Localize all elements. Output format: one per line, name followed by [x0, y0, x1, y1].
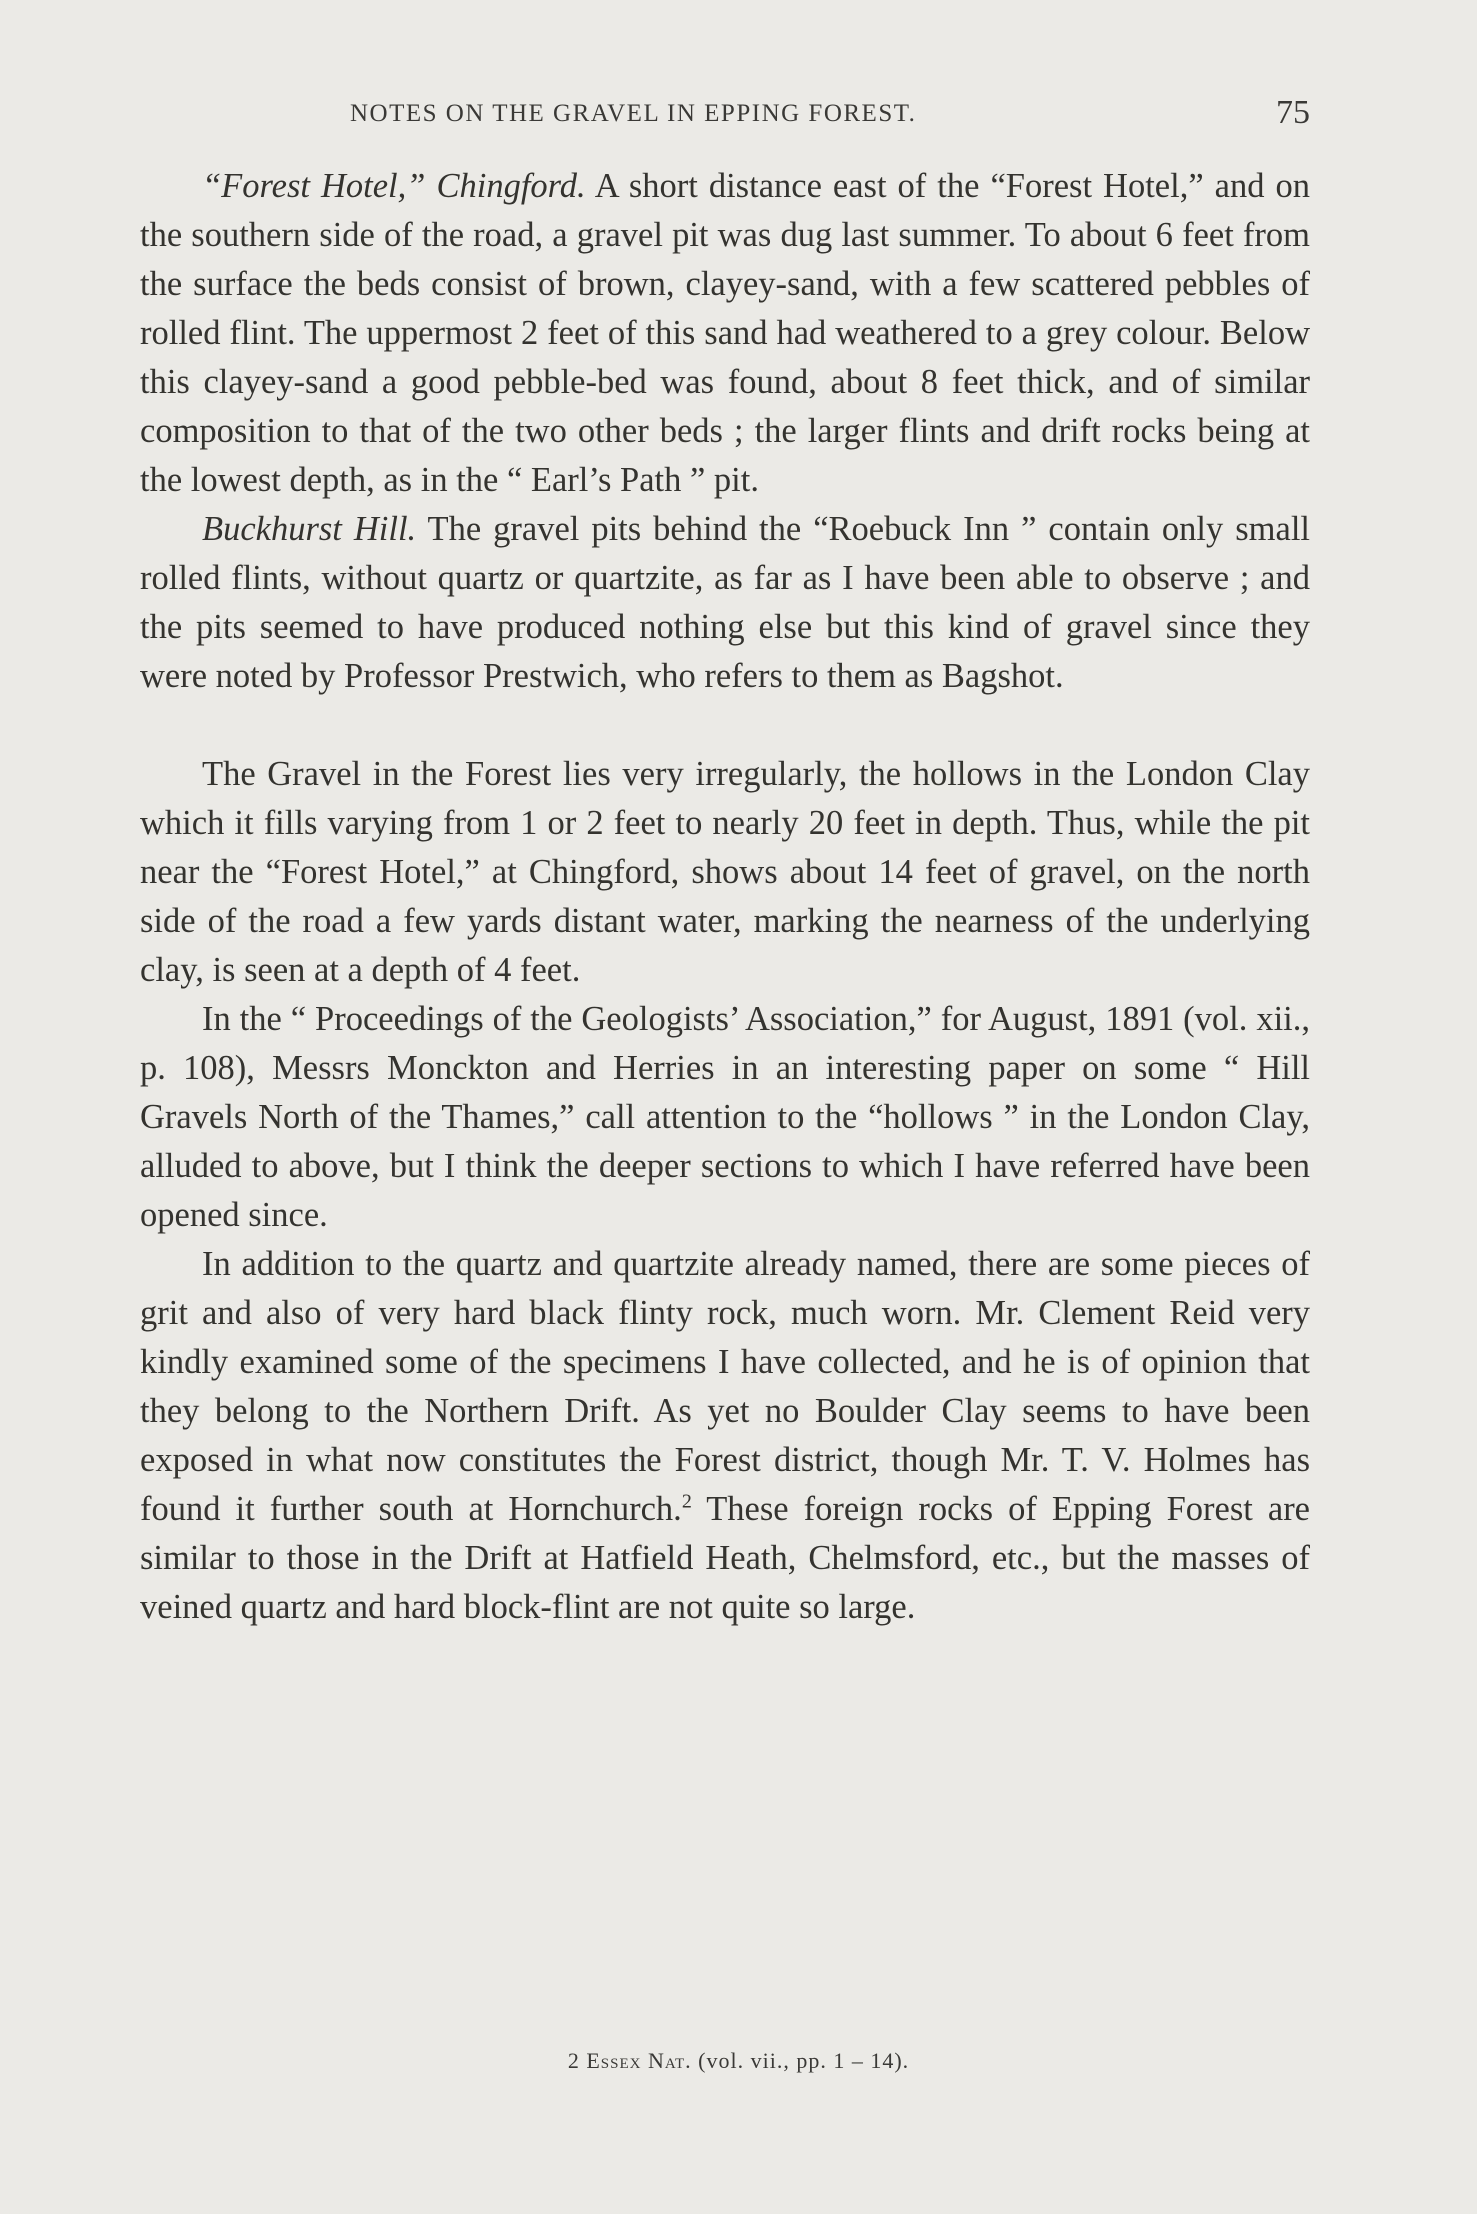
- paragraph-text: In addition to the quartz and quartzite already named, there are some pieces of grit and also of very hard black flinty rock, much worn. Mr. Clement Reid very kindly examined some of the specimens I have collected, and he is of opinion that they belong to the Northern Drift. As yet no Boulder Clay seems to have been exposed in what now constitutes the Forest district, though Mr. T. V. Holmes has found it further south at Hornchurch.: [140, 1245, 1310, 1528]
- paragraph-text: The gravel pits behind the “Roebuck Inn ” contain only small rolled flints, without quartz or quartzite, as far as I have been able to observe ; and the pits seemed to have produced nothing else but this kind of gravel since they were noted by Professor Prestwich, who refers to them as Bagshot.: [140, 510, 1310, 695]
- page-number: 75: [1276, 94, 1310, 131]
- paragraph-buckhurst-hill: [140, 505, 1310, 701]
- running-header: [140, 94, 1310, 140]
- body-text: [140, 162, 1310, 1632]
- paragraph-gravel-irregularity: The Gravel in the Forest lies very irregularly, the hollows in the London Clay which it fills varying from 1 or 2 feet to nearly 20 feet in depth. Thus, while the pit near the “Forest Hotel,” at Chingford, shows about 14 feet of gravel, on the north side of the road a few yards distant water, marking the nearness of the underlying clay, is seen at a depth of 4 feet.: [140, 755, 1310, 989]
- footnote-reference: 2: [681, 1490, 692, 1513]
- paragraph-text: A short distance east of the “Forest Hotel,” and on the southern side of the road, a gravel pit was dug last summer. To about 6 feet from the surface the beds consist of brown, clayey-sand, with a few scattered pebbles of rolled flint. The uppermost 2 feet of this sand had weathered to a grey colour. Below this clayey-sand a good pebble-bed was found, about 8 feet thick, and of similar composition to that of the two other beds ; the larger flints and drift rocks being at the lowest depth, as in the “ Earl’s Path ” pit.: [140, 167, 1310, 499]
- footnote: [0, 2048, 1477, 2074]
- place-heading-buckhurst-hill: Buckhurst Hill.: [202, 510, 417, 548]
- paragraph-proceedings: In the “ Proceedings of the Geologists’ Association,” for August, 1891 (vol. xii., p. 108), Messrs Monckton and Herries in an interesting paper on some “ Hill Gravels North of the Thames,” call attention to the “hollows ” in the London Clay, alluded to above, but I think the deeper sections to which I have referred have been opened since.: [140, 1000, 1310, 1234]
- running-title: NOTES ON THE GRAVEL IN EPPING FOREST.: [350, 100, 917, 127]
- footnote-detail: (vol. vii., pp. 1 – 14).: [698, 2048, 910, 2073]
- footnote-source: Essex Nat.: [586, 2048, 692, 2073]
- place-heading-forest-hotel: “Forest Hotel,” Chingford.: [202, 167, 586, 205]
- footnote-number: 2: [567, 2048, 580, 2073]
- paragraph-foreign-rocks: [140, 1240, 1310, 1632]
- paragraph-text: These foreign rocks of Epping Forest are similar to those in the Drift at Hatfield Heath, Chelmsford, etc., but the masses of veined quartz and hard block-flint are not quite so large.: [140, 1490, 1310, 1626]
- paragraph-forest-hotel: [140, 162, 1310, 505]
